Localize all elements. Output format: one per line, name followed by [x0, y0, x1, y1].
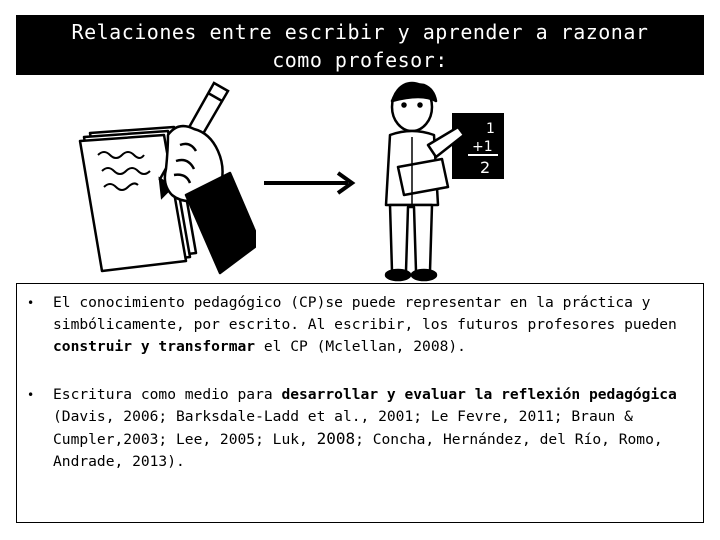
- bullet-text-1: [53, 292, 689, 358]
- arrow-right-icon: [264, 171, 364, 195]
- bullet-1-text-a: El conocimiento pedagógico (CP)se puede representar en la práctica y simbólicamente, por escrito. Al escribir, los futuros profesores pueden: [53, 294, 677, 333]
- svg-text:2: 2: [480, 158, 491, 177]
- slide-title: [16, 15, 704, 75]
- bullet-item-1: [27, 292, 689, 358]
- bullet-2-year: 2008: [316, 429, 356, 448]
- bullet-1-bold: construir y transformar: [53, 338, 256, 355]
- svg-text:1: 1: [486, 121, 495, 137]
- slide-title-line-1: Relaciones entre escribir y aprender a razonar: [71, 20, 649, 44]
- illustrations: [16, 75, 704, 283]
- bullet-item-2: [27, 384, 689, 473]
- bullet-text-2: [53, 384, 689, 473]
- writing-hand-icon: [76, 75, 256, 275]
- teacher-icon: [368, 75, 518, 283]
- bullet-2-text-c: ; Concha, Hernández, del Río, Romo, Andrade, 2013).: [53, 431, 663, 470]
- bullet-2-text-a: Escritura como medio para: [53, 386, 282, 403]
- content-box: [16, 283, 704, 523]
- bullet-2-bold: desarrollar y evaluar la reflexión pedagógica: [281, 386, 677, 403]
- svg-text:+1: +1: [472, 139, 493, 155]
- bullet-marker: •: [27, 388, 35, 402]
- slide-title-line-2: como profesor:: [272, 48, 448, 72]
- bullet-2-text-b: (Davis, 2006; Barksdale-Ladd et al., 2001; Le Fevre, 2011; Braun & Cumpler,2003; Lee, 2005; Luk,: [53, 408, 633, 448]
- bullet-1-text-b: el CP (Mclellan, 2008).: [255, 338, 466, 355]
- bullet-marker: •: [27, 296, 35, 310]
